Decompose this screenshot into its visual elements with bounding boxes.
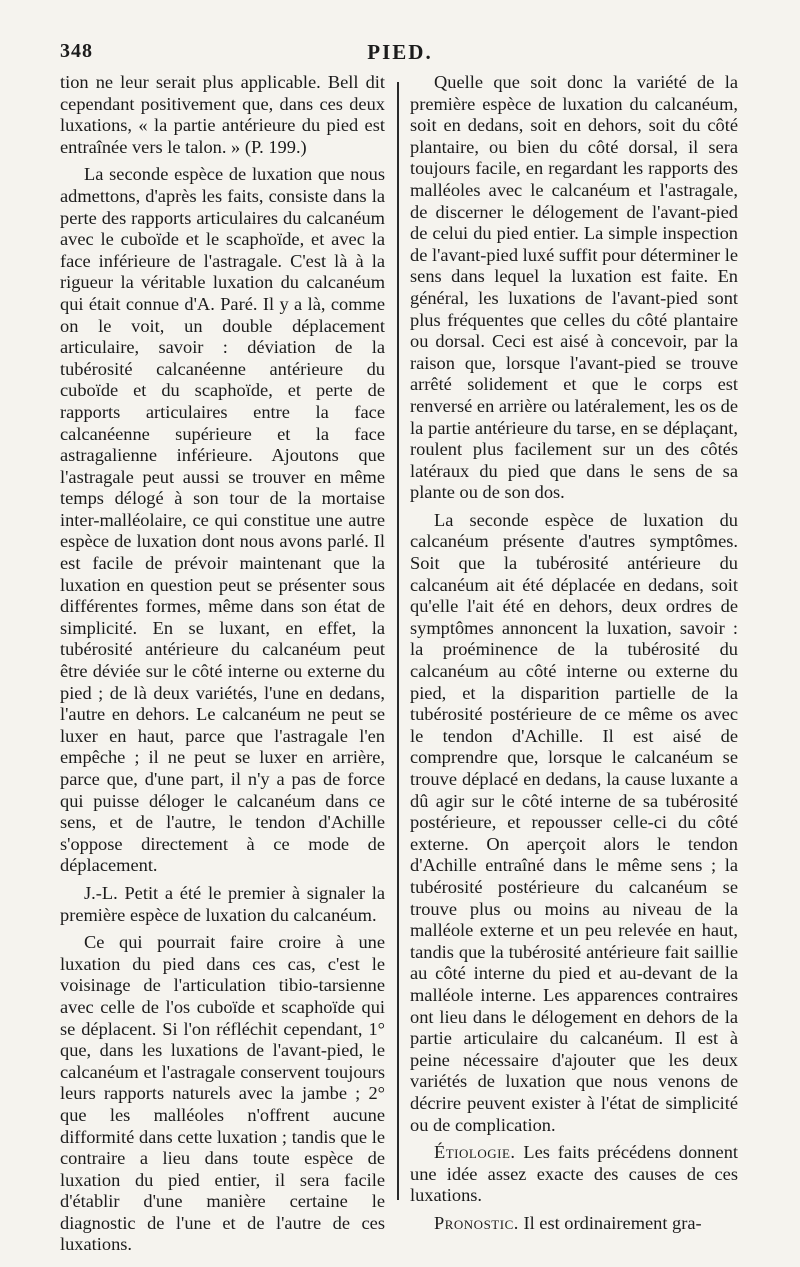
- paragraph: La seconde espèce de luxation du calcanéum présente d'autres symptômes. Soit que la tubérosité antérieure du calcanéum ait été déplacée en dedans, soit qu'elle l'ait été en dehors, deux ordres de symptômes annoncent la luxation, savoir : la proéminence de la tubérosité du calcanéum au côté interne ou externe du pied, et la disparition partielle de la tubérosité postérieure de ce même os avec le tendon d'Achille. Il est aisé de comprendre que, lorsque le calcanéum se trouve déplacé en dedans, la cause luxante a dû agir sur le côté interne de sa tubérosité postérieure, et repousser celle-ci du côté externe. On aperçoit alors le tendon d'Achille entraîné dans le même sens ; la tubérosité postérieure du calcanéum se trouve plus ou moins au niveau de la malléole externe et un peu relevée en haut, tandis que la tubérosité antérieure fait saillie au côté interne du pied et au-devant de la malléole interne. Les apparences contraires ont lieu dans le délogement en dehors de la partie articulaire du calcanéum. Il est à peine nécessaire d'ajouter que les deux variétés de luxation que nous venons de décrire peuvent exister à l'état de simplicité ou de complication.: [410, 509, 738, 1135]
- paragraph: La seconde espèce de luxation que nous admettons, d'après les faits, consiste dans la perte des rapports articulaires du calcanéum avec le cuboïde et le scaphoïde, et avec la face inférieure de l'astragale. C'est là à la rigueur la véritable luxation du calcanéum qui était connue d'A. Paré. Il y a là, comme on le voit, un double déplacement articulaire, savoir : déviation de la tubérosité calcanéenne antérieure du cuboïde et du scaphoïde, et perte de rapports articulaires entre la face calcanéenne supérieure et la face astragalienne inférieure. Ajoutons que l'astragale peut aussi se trouver en même temps délogé à son tour de la mortaise inter-malléolaire, ce qui constitue une autre espèce de luxation dont nous avons parlé. Il est facile de prévoir maintenant que la luxation en question peut se présenter sous différentes formes, même dans son état de simplicité. En se luxant, en effet, la tubérosité antérieure du calcanéum peut être déviée sur le côté interne ou externe du pied ; de là deux variétés, l'une en dedans, l'autre en dehors. Le calcanéum ne peut se luxer en haut, parce que l'astragale l'en empêche ; il ne peut se luxer en arrière, parce que, d'une part, il n'y a pas de force qui puisse déloger le calcanéum dans ce sens, et de l'autre, le tendon d'Achille s'oppose directement à ce mode de déplacement.: [60, 164, 385, 876]
- running-title: PIED.: [367, 40, 433, 64]
- pronostic-paragraph: [410, 1213, 738, 1235]
- page-header: [60, 40, 740, 70]
- section-heading-etiologie: Étiologie.: [434, 1142, 516, 1163]
- etiologie-paragraph: [410, 1142, 738, 1207]
- etiologie-text: Les faits précédens donnent une idée assez exacte des causes de ces luxations.: [410, 1142, 738, 1206]
- pronostic-text: Il est ordinairement gra-: [523, 1212, 702, 1233]
- paragraph: Quelle que soit donc la variété de la première espèce de luxation du calcanéum, soit en dedans, soit en dehors, soit du côté plantaire, ou bien du côté dorsal, il sera toujours facile, en regardant les rapports des malléoles avec le calcanéum et l'astragale, de discerner le délogement de l'avant-pied de celui du pied entier. La simple inspection de l'avant-pied luxé suffit pour déterminer le sens dans lequel la luxation est faite. En général, les luxations de l'avant-pied sont plus fréquentes que celles du côté plantaire ou dorsal. Ceci est aisé à concevoir, par la raison que, lorsque l'avant-pied se trouve arrêté solidement et que le corps est renversé en arrière ou latéralement, les os de la partie antérieure du tarse, en se déplaçant, roulent plus facilement sur un des côtés latéraux du pied que dans le sens de sa plante ou de son dos.: [410, 72, 738, 503]
- column-divider: [397, 82, 399, 1200]
- paragraph: tion ne leur serait plus applicable. Bell dit cependant positivement que, dans ces deux luxations, « la partie antérieure du pied est entraînée vers le talon. » (P. 199.): [60, 72, 385, 157]
- page-number: 348: [60, 40, 93, 62]
- paragraph: J.-L. Petit a été le premier à signaler la première espèce de luxation du calcanéum.: [60, 882, 385, 925]
- left-column: [60, 72, 385, 1262]
- paragraph: Ce qui pourrait faire croire à une luxation du pied dans ces cas, c'est le voisinage de l'articulation tibio-tarsienne avec celle de l'os cuboïde et scaphoïde qui se déplacent. Si l'on réfléchit cependant, 1° que, dans les luxations de l'avant-pied, le calcanéum et l'astragale conservent toujours leurs rapports naturels avec la jambe ; 2° que les malléoles n'offrent aucune difformité dans cette luxation ; tandis que le contraire a lieu dans toute espèce de luxation du pied entier, il sera facile d'établir d'une manière certaine le diagnostic de l'une et de l'autre de ces luxations.: [60, 932, 385, 1255]
- right-column: [410, 72, 738, 1240]
- section-heading-pronostic: Pronostic.: [434, 1212, 519, 1233]
